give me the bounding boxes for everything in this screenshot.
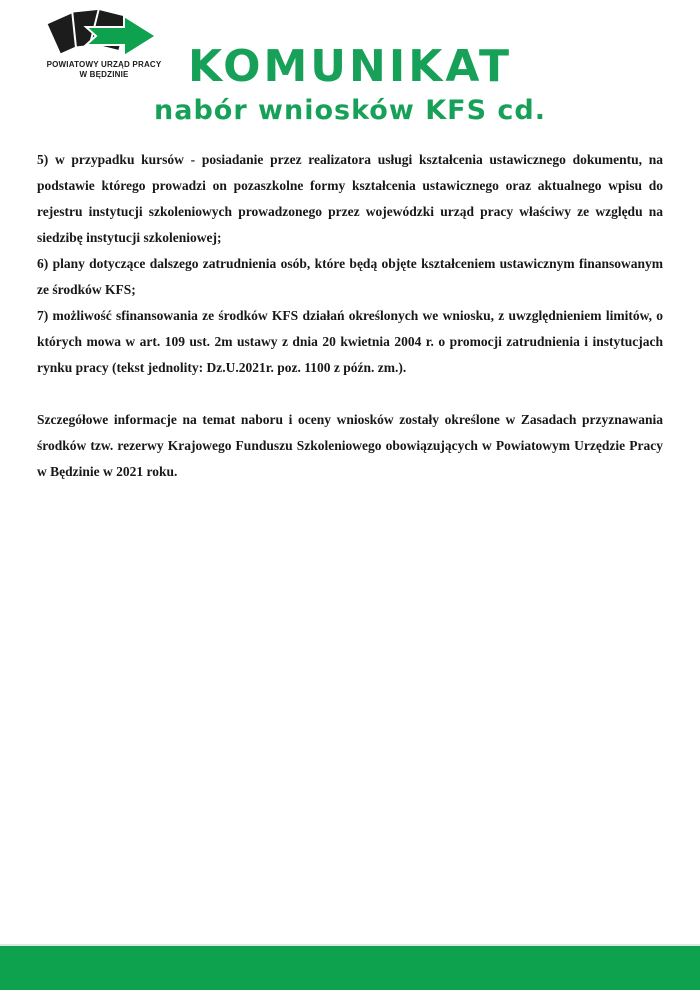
logo-caption-line2: W BĘDZINIE <box>79 69 129 79</box>
closing-paragraph: Szczegółowe informacje na temat naboru i oceny wniosków zostały określone w Zasadach przyznawania środków tzw. rezerwy Krajowego Funduszu Szkoleniowego obowiązujących w Powiatowym Urzędzie Pracy w Będzinie w 2021 roku. <box>37 412 663 479</box>
announcement-header <box>0 41 700 126</box>
logo-caption-line1: POWIATOWY URZĄD PRACY <box>46 60 162 69</box>
page-title: KOMUNIKAT <box>188 41 512 92</box>
footer-green-bar <box>0 944 700 990</box>
page-subtitle: nabór wniosków KFS cd. <box>154 95 546 126</box>
list-item-6: 6) plany dotyczące dalszego zatrudnienia osób, które będą objęte kształceniem ustawicznym finansowanym ze środków KFS; <box>37 256 663 297</box>
announcement-body <box>37 147 663 485</box>
list-item-7: 7) możliwość sfinansowania ze środków KFS działań określonych we wniosku, z uwzględnieniem limitów, o których mowa w art. 109 ust. 2m ustawy z dnia 20 kwietnia 2004 r. o promocji zatrudnienia i instytucjach rynku pracy (tekst jednolity: Dz.U.2021r. poz. 1100 z późn. zm.). <box>37 308 663 375</box>
list-item-5: 5) w przypadku kursów - posiadanie przez realizatora usługi kształcenia ustawicznego dokumentu, na podstawie którego prowadzi on pozaszkolne formy kształcenia ustawicznego oraz aktualnego wpisu do rejestru instytucji szkoleniowych prowadzonego przez wojewódzki urząd pracy właściwy ze względu na siedzibę instytucji szkoleniowej; <box>37 152 663 245</box>
